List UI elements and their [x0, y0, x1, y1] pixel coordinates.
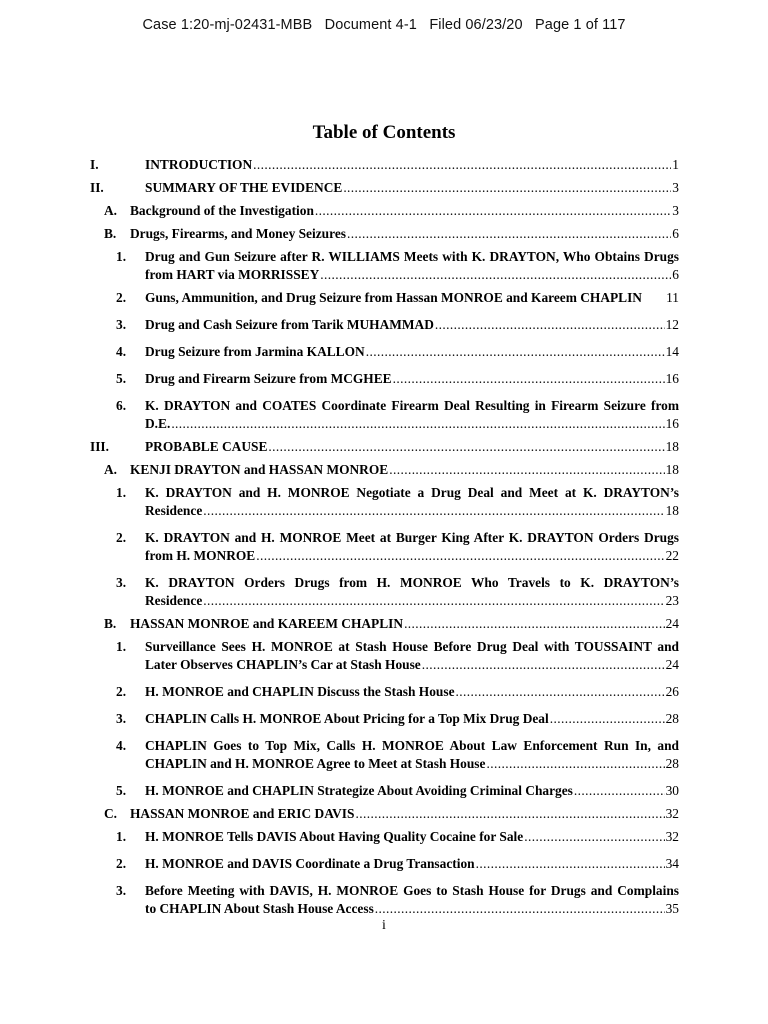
toc-entry-title: Guns, Ammunition, and Drug Seizure from Hassan MONROE and Kareem CHAPLIN — [145, 290, 642, 305]
toc-entry-number: 1. — [116, 829, 127, 844]
toc-entry[interactable] — [90, 156, 679, 174]
toc-entry[interactable] — [90, 343, 679, 361]
dot-leader — [320, 266, 671, 284]
toc-entry-title: Drug and Cash Seizure from Tarik MUHAMMAD — [145, 317, 434, 332]
toc-entry[interactable] — [90, 289, 679, 307]
toc-entry[interactable] — [90, 529, 679, 565]
toc-entry-number: II. — [90, 180, 104, 195]
toc-entry-number: 2. — [116, 530, 127, 545]
toc-page-number: 32 — [665, 829, 679, 844]
dot-leader — [315, 202, 671, 220]
dot-leader — [253, 156, 671, 174]
toc-entry-title-cont: from HART via MORRISSEY — [145, 267, 320, 282]
toc-entry[interactable] — [90, 805, 679, 823]
toc-page-number: 3 — [672, 203, 679, 218]
toc-entry[interactable] — [90, 316, 679, 334]
dot-leader — [404, 615, 665, 633]
toc-entry-title: Drugs, Firearms, and Money Seizures — [130, 226, 346, 241]
toc-entry-number: 3. — [116, 317, 127, 332]
toc-entry-number: A. — [104, 462, 118, 477]
page-number: i — [382, 918, 386, 933]
toc-entry-number: 5. — [116, 371, 127, 386]
dot-leader — [393, 370, 665, 388]
toc-entry-title: H. MONROE and CHAPLIN Discuss the Stash House — [145, 684, 455, 699]
toc-entry[interactable] — [90, 882, 679, 918]
toc-page-number: 34 — [665, 856, 679, 871]
dot-leader — [347, 225, 671, 243]
toc-page-number: 24 — [665, 657, 679, 672]
toc-entry[interactable] — [90, 370, 679, 388]
toc-entry-title: K. DRAYTON and H. MONROE Negotiate a Drug Deal and Meet at K. DRAYTON’s — [145, 485, 679, 500]
toc-entry-number: 3. — [116, 711, 127, 726]
toc-page-number: 28 — [665, 711, 679, 726]
toc-page-number: 6 — [672, 267, 679, 282]
toc-entry-title: CHAPLIN Calls H. MONROE About Pricing for a Top Mix Drug Deal — [145, 711, 549, 726]
toc-entry-title-cont: from H. MONROE — [145, 548, 256, 563]
toc-entry-title: K. DRAYTON and COATES Coordinate Firearm Deal Resulting in Firearm Seizure from — [145, 398, 679, 413]
dot-leader — [355, 805, 664, 823]
toc-entry[interactable] — [90, 828, 679, 846]
dot-leader — [375, 900, 665, 918]
toc-entry-title-cont: CHAPLIN and H. MONROE Agree to Meet at Stash House — [145, 756, 486, 771]
toc-page-number: 24 — [665, 616, 679, 631]
toc-page-number: 12 — [665, 317, 679, 332]
dot-leader — [574, 782, 665, 800]
toc-page-number: 32 — [665, 806, 679, 821]
toc-entry-number: 4. — [116, 738, 127, 753]
toc-entry[interactable] — [90, 179, 679, 197]
toc-entry-title: HASSAN MONROE and KAREEM CHAPLIN — [130, 616, 404, 631]
toc-entry-title: Drug and Gun Seizure after R. WILLIAMS Meets with K. DRAYTON, Who Obtains Drugs — [145, 249, 679, 264]
toc-entry-title: Before Meeting with DAVIS, H. MONROE Goes to Stash House for Drugs and Complains — [145, 883, 679, 898]
toc-entry-number: 4. — [116, 344, 127, 359]
toc-page-number: 16 — [665, 416, 679, 431]
dot-leader — [203, 592, 664, 610]
toc-entry-title: Surveillance Sees H. MONROE at Stash House Before Drug Deal with TOUSSAINT and — [145, 639, 679, 654]
dot-leader — [389, 461, 664, 479]
toc-entry[interactable] — [90, 248, 679, 284]
toc-page-number: 22 — [665, 548, 679, 563]
toc-entry[interactable] — [90, 397, 679, 433]
dot-leader — [476, 855, 665, 873]
toc-entry-title-cont: Residence — [145, 593, 203, 608]
toc-entry-number: A. — [104, 203, 118, 218]
toc-page-number: 30 — [665, 783, 679, 798]
toc-entry-title: Drug and Firearm Seizure from MCGHEE — [145, 371, 392, 386]
toc-entry-title-cont: Residence — [145, 503, 203, 518]
toc-entry[interactable] — [90, 438, 679, 456]
dot-leader — [456, 683, 665, 701]
toc-entry-number: 2. — [116, 684, 127, 699]
toc-entry-title: KENJI DRAYTON and HASSAN MONROE — [130, 462, 389, 477]
dot-leader — [203, 502, 664, 520]
toc-entry-title: CHAPLIN Goes to Top Mix, Calls H. MONROE About Law Enforcement Run In, and — [145, 738, 679, 753]
toc-entry-number: 1. — [116, 485, 127, 500]
dot-leader — [256, 547, 664, 565]
toc-entry-number: C. — [104, 806, 118, 821]
dot-leader — [435, 316, 665, 334]
toc-page-number: 23 — [665, 593, 679, 608]
toc-entry-title: PROBABLE CAUSE — [145, 439, 268, 454]
toc-entry-title: INTRODUCTION — [145, 157, 253, 172]
toc-page-number: 18 — [665, 462, 679, 477]
toc-entry[interactable] — [90, 683, 679, 701]
toc-entry-title: H. MONROE and CHAPLIN Strategize About Avoiding Criminal Charges — [145, 783, 573, 798]
toc-entry[interactable] — [90, 710, 679, 728]
toc-entry-number: 6. — [116, 398, 127, 413]
toc-entry[interactable] — [90, 782, 679, 800]
dot-leader — [268, 438, 664, 456]
toc-entry[interactable] — [90, 638, 679, 674]
toc-page-number: 6 — [672, 226, 679, 241]
dot-leader — [486, 755, 664, 773]
dot-leader — [550, 710, 665, 728]
toc-entry-number: I. — [90, 157, 99, 172]
toc-entry-title: H. MONROE and DAVIS Coordinate a Drug Transaction — [145, 856, 475, 871]
toc-entry-number: 1. — [116, 639, 127, 654]
toc-entry[interactable] — [90, 461, 679, 479]
toc-entry[interactable] — [90, 202, 679, 220]
toc-page-number: 28 — [665, 756, 679, 771]
toc-entry[interactable] — [90, 225, 679, 243]
toc-entry-title: Background of the Investigation — [130, 203, 314, 218]
toc-entry[interactable] — [90, 855, 679, 873]
toc-page-number: 26 — [665, 684, 679, 699]
toc-entry[interactable] — [90, 574, 679, 610]
dot-leader — [343, 179, 671, 197]
toc-entry-number: 2. — [116, 856, 127, 871]
toc-page-number: 18 — [665, 503, 679, 518]
toc-page-number: 3 — [672, 180, 679, 195]
toc-entry-title-cont: to CHAPLIN About Stash House Access — [145, 901, 374, 916]
table-of-contents — [90, 156, 679, 918]
dot-leader — [524, 828, 664, 846]
toc-entry-number: 5. — [116, 783, 127, 798]
toc-page-number: 14 — [665, 344, 679, 359]
toc-entry[interactable] — [90, 615, 679, 633]
toc-entry-number: 3. — [116, 575, 127, 590]
toc-page-number: 35 — [665, 901, 679, 916]
toc-page-number: 16 — [665, 371, 679, 386]
dot-leader — [366, 343, 665, 361]
toc-entry-title: K. DRAYTON and H. MONROE Meet at Burger King After K. DRAYTON Orders Drugs — [145, 530, 679, 545]
toc-entry[interactable] — [90, 737, 679, 773]
toc-entry-number: B. — [104, 616, 117, 631]
toc-entry-number: 3. — [116, 883, 127, 898]
dot-leader — [422, 656, 665, 674]
toc-entry-title: Drug Seizure from Jarmina KALLON — [145, 344, 365, 359]
page-title: Table of Contents — [312, 122, 456, 143]
toc-entry[interactable] — [90, 484, 679, 520]
toc-entry-title-cont: Later Observes CHAPLIN’s Car at Stash House — [145, 657, 421, 672]
toc-entry-title-cont: D.E. — [145, 416, 171, 431]
toc-page-number: 1 — [672, 157, 679, 172]
toc-entry-title: K. DRAYTON Orders Drugs from H. MONROE Who Travels to K. DRAYTON’s — [145, 575, 679, 590]
case-header: Case 1:20-mj-02431-MBB Document 4-1 Filed 06/23/20 Page 1 of 117 — [142, 17, 626, 33]
toc-page-number: 18 — [665, 439, 679, 454]
toc-entry-number: B. — [104, 226, 117, 241]
toc-entry-number: 2. — [116, 290, 127, 305]
toc-entry-number: 1. — [116, 249, 127, 264]
toc-entry-title: SUMMARY OF THE EVIDENCE — [145, 180, 343, 195]
toc-entry-number: III. — [90, 439, 109, 454]
toc-page-number: 11 — [666, 290, 679, 305]
toc-entry-title: H. MONROE Tells DAVIS About Having Quality Cocaine for Sale — [145, 829, 524, 844]
toc-entry-title: HASSAN MONROE and ERIC DAVIS — [130, 806, 355, 821]
dot-leader — [171, 415, 664, 433]
